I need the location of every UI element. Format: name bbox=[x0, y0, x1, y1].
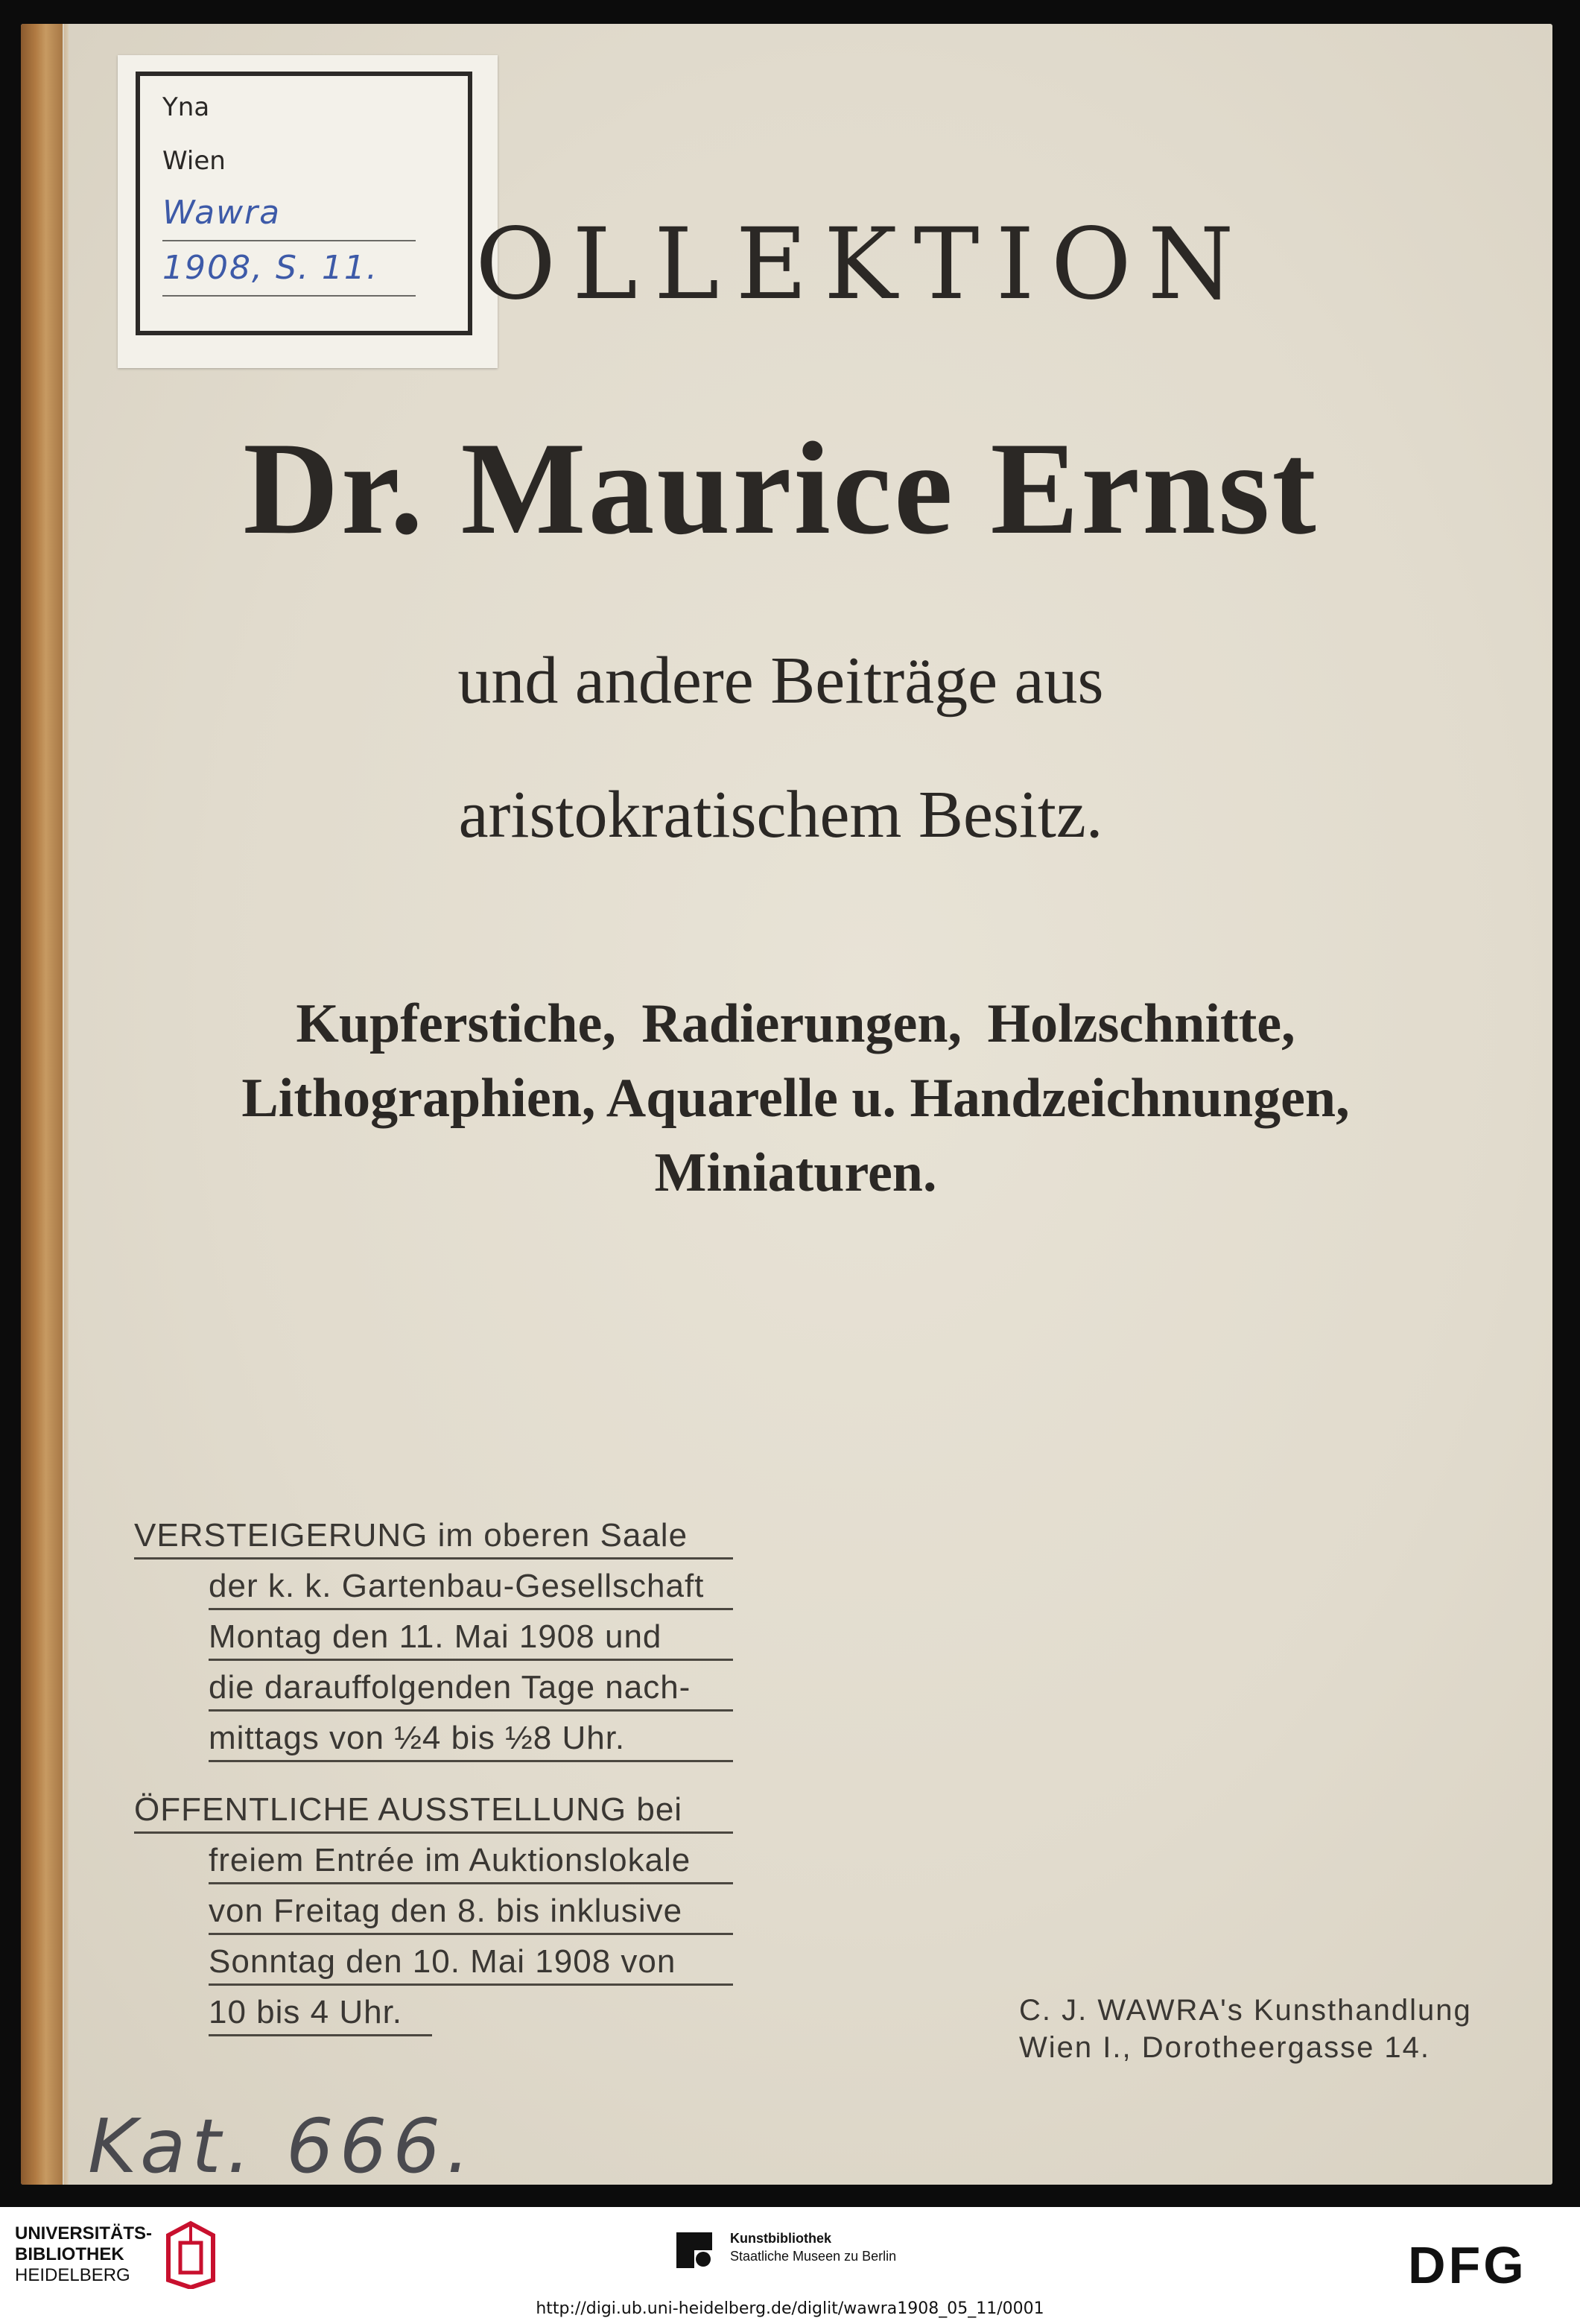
exhibition-line-1: ÖFFENTLICHE AUSSTELLUNG bei bbox=[134, 1791, 683, 1828]
exhibition-rule-5 bbox=[209, 2034, 432, 2036]
kunstbibliothek-label[interactable] bbox=[730, 2229, 896, 2265]
stamp-frame bbox=[136, 72, 472, 335]
handwritten-catalogue-number: Kat. 666. bbox=[88, 2103, 476, 2185]
viewer-footer bbox=[0, 2207, 1580, 2324]
auction-rule-1 bbox=[134, 1557, 733, 1560]
auction-line-4: die darauffolgenden Tage nach- bbox=[209, 1669, 691, 1706]
subtitle-line-2: aristokratischem Besitz. bbox=[458, 778, 1103, 852]
auction-rule-5 bbox=[209, 1760, 733, 1762]
exhibition-line-2: freiem Entrée im Auktionslokale bbox=[209, 1842, 691, 1878]
stamp-line-2: Wien bbox=[162, 146, 226, 176]
university-library-logo[interactable] bbox=[15, 2223, 152, 2286]
exhibition-rule-4 bbox=[209, 1983, 733, 1986]
exhibition-rule-1 bbox=[134, 1831, 733, 1834]
auction-line-1: VERSTEIGERUNG im oberen Saale bbox=[134, 1517, 688, 1554]
kunstbibliothek-subtitle: Staatliche Museen zu Berlin bbox=[730, 2249, 897, 2264]
stamp-handwritten-date: 1908, S. 11. bbox=[162, 249, 378, 287]
library-stamp-label bbox=[118, 55, 498, 368]
exhibition-line-3: von Freitag den 8. bis inklusive bbox=[209, 1893, 683, 1929]
auction-rule-3 bbox=[209, 1659, 733, 1661]
genre-line-3: Miniaturen. bbox=[654, 1142, 937, 1203]
exhibition-rule-2 bbox=[209, 1882, 733, 1884]
kunstbibliothek-name: Kunstbibliothek bbox=[730, 2231, 831, 2246]
auction-line-3: Montag den 11. Mai 1908 und bbox=[209, 1618, 662, 1655]
exhibition-line-4: Sonntag den 10. Mai 1908 von bbox=[209, 1943, 676, 1980]
collector-name: Dr. Maurice Ernst bbox=[243, 414, 1319, 562]
spine-edge bbox=[64, 24, 69, 2185]
university-line-3: HEIDELBERG bbox=[15, 2265, 130, 2285]
title-page bbox=[21, 24, 1552, 2185]
auction-rule-2 bbox=[209, 1608, 733, 1610]
collection-title: OLLEKTION bbox=[475, 207, 1251, 322]
exhibition-rule-3 bbox=[209, 1933, 733, 1935]
auction-line-2: der k. k. Gartenbau-Gesellschaft bbox=[209, 1568, 705, 1604]
stamp-rule-2 bbox=[162, 295, 416, 297]
stamp-rule-1 bbox=[162, 240, 416, 241]
subtitle-line-1: und andere Beiträge aus bbox=[457, 644, 1104, 718]
kunstbibliothek-logo-icon bbox=[673, 2229, 715, 2271]
dfg-logo[interactable]: DFG bbox=[1408, 2236, 1527, 2294]
auction-line-5: mittags von ½4 bis ½8 Uhr. bbox=[209, 1720, 626, 1756]
genre-line-2: Lithographien, Aquarelle u. Handzeichnungen, bbox=[241, 1068, 1350, 1129]
dealer-address: Wien I., Dorotheergasse 14. bbox=[1019, 2031, 1431, 2064]
stamp-handwritten-name: Wawra bbox=[162, 194, 282, 232]
dealer-name: C. J. WAWRA's Kunsthandlung bbox=[1019, 1994, 1472, 2027]
genre-line-1: Kupferstiche, Radierungen, Holzschnitte, bbox=[296, 993, 1295, 1054]
university-line-1: UNIVERSITÄTS- bbox=[15, 2223, 153, 2244]
stamp-line-1: Yna bbox=[162, 92, 210, 122]
auction-rule-4 bbox=[209, 1709, 733, 1712]
university-line-2: BIBLIOTHEK bbox=[15, 2244, 124, 2264]
permalink-url[interactable]: http://digi.ub.uni-heidelberg.de/diglit/wawra1908_05_11/0001 bbox=[536, 2299, 1044, 2318]
book-spine bbox=[21, 24, 63, 2185]
university-crest-icon bbox=[161, 2220, 220, 2289]
exhibition-line-5: 10 bis 4 Uhr. bbox=[209, 1994, 403, 2030]
